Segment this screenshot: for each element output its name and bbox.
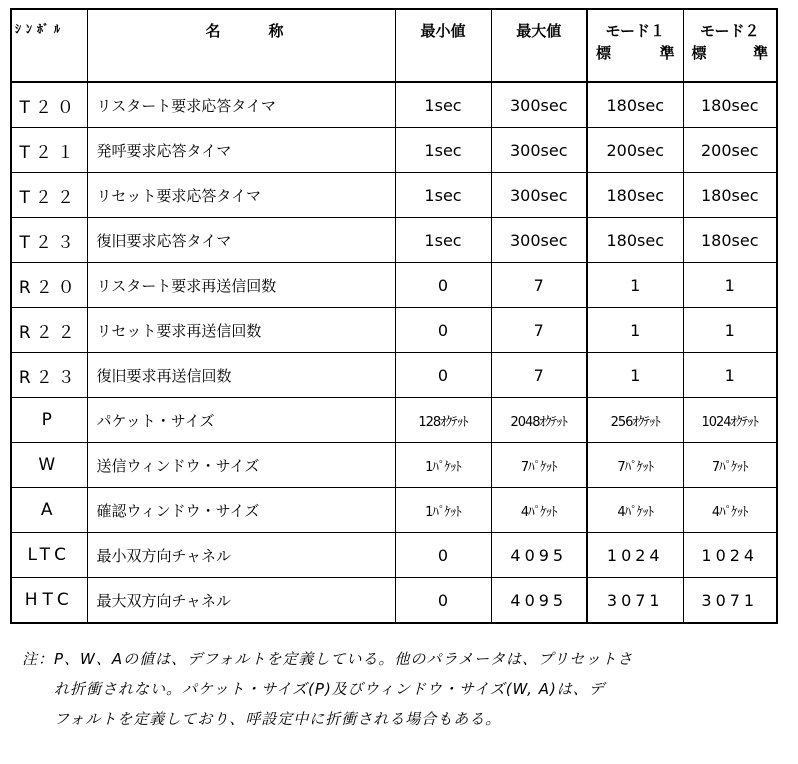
table-row <box>11 578 777 624</box>
header-symbol: ｼﾝﾎﾞﾙ <box>11 9 87 82</box>
table-row <box>11 263 777 308</box>
row-symbol: R２０ <box>11 263 87 308</box>
row-mode2: 1 <box>683 263 777 308</box>
row-name: リスタート要求再送信回数 <box>87 263 395 308</box>
row-max: 4095 <box>491 578 587 624</box>
row-mode1: 180sec <box>587 173 683 218</box>
row-min: 1sec <box>395 128 491 173</box>
row-name: 最大双方向チャネル <box>87 578 395 624</box>
row-name: リセット要求再送信回数 <box>87 308 395 353</box>
row-max: 300sec <box>491 218 587 263</box>
row-mode1: 1 <box>587 308 683 353</box>
row-symbol: T２０ <box>11 82 87 128</box>
row-mode2: 1 <box>683 308 777 353</box>
header-mode2-std <box>684 42 777 64</box>
table-row <box>11 398 777 443</box>
table-row <box>11 82 777 128</box>
row-max: 4ﾊﾟｹｯﾄ <box>491 488 587 533</box>
row-mode1: 1024 <box>587 533 683 578</box>
row-mode1: 256ｵｸﾃｯﾄ <box>587 398 683 443</box>
row-name: 確認ウィンドウ・サイズ <box>87 488 395 533</box>
row-mode2: 7ﾊﾟｹｯﾄ <box>683 443 777 488</box>
table-row <box>11 173 777 218</box>
table-row <box>11 128 777 173</box>
row-mode2: 4ﾊﾟｹｯﾄ <box>683 488 777 533</box>
row-mode2: 180sec <box>683 82 777 128</box>
row-name: 発呼要求応答タイマ <box>87 128 395 173</box>
header-name-part2: 称 <box>268 22 286 40</box>
row-max: 7 <box>491 308 587 353</box>
row-min: 1ﾊﾟｹｯﾄ <box>395 443 491 488</box>
header-mode2-std-part1: 標 <box>691 44 707 62</box>
row-symbol: W <box>11 443 87 488</box>
row-mode2: 1024ｵｸﾃｯﾄ <box>683 398 777 443</box>
row-mode1: 1 <box>587 353 683 398</box>
row-symbol: HTC <box>11 578 87 624</box>
header-mode1-label: モード１ <box>605 22 665 40</box>
parameter-table <box>10 8 778 624</box>
row-min: 0 <box>395 308 491 353</box>
header-name-part1: 名 <box>205 22 223 40</box>
row-mode1: 200sec <box>587 128 683 173</box>
row-symbol: LTC <box>11 533 87 578</box>
header-mode1-std-part1: 標 <box>596 44 612 62</box>
header-max: 最大値 <box>491 9 587 82</box>
row-min: 1ﾊﾟｹｯﾄ <box>395 488 491 533</box>
table-row <box>11 443 777 488</box>
row-symbol: R２３ <box>11 353 87 398</box>
row-min: 0 <box>395 263 491 308</box>
header-mode2 <box>683 9 777 82</box>
row-min: 1sec <box>395 82 491 128</box>
row-name: パケット・サイズ <box>87 398 395 443</box>
table-row <box>11 488 777 533</box>
row-mode2: 180sec <box>683 218 777 263</box>
table-row <box>11 308 777 353</box>
header-mode1 <box>587 9 683 82</box>
table-row <box>11 533 777 578</box>
footnote-line1: 注：P、W、Aの値は、デフォルトを定義している。他のパラメータは、プリセットさ <box>22 650 634 668</box>
header-mode2-std-part2: 準 <box>752 44 768 62</box>
footnote-line3: フォルトを定義しており、呼設定中に折衝される場合もある。 <box>54 710 502 728</box>
row-mode1: 4ﾊﾟｹｯﾄ <box>587 488 683 533</box>
row-max: 7ﾊﾟｹｯﾄ <box>491 443 587 488</box>
row-mode1: 3071 <box>587 578 683 624</box>
row-min: 1sec <box>395 173 491 218</box>
row-min: 0 <box>395 353 491 398</box>
table-row <box>11 353 777 398</box>
footnote <box>22 644 792 734</box>
row-mode1: 1 <box>587 263 683 308</box>
row-max: 7 <box>491 263 587 308</box>
header-row <box>11 9 777 82</box>
row-mode2: 3071 <box>683 578 777 624</box>
row-symbol: T２１ <box>11 128 87 173</box>
row-max: 300sec <box>491 128 587 173</box>
row-symbol: R２２ <box>11 308 87 353</box>
row-symbol: A <box>11 488 87 533</box>
header-mode1-std <box>588 42 683 64</box>
row-mode1: 180sec <box>587 218 683 263</box>
row-max: 2048ｵｸﾃｯﾄ <box>491 398 587 443</box>
row-min: 1sec <box>395 218 491 263</box>
row-symbol: T２３ <box>11 218 87 263</box>
header-mode1-std-part2: 準 <box>659 44 675 62</box>
row-min: 0 <box>395 533 491 578</box>
row-mode2: 1024 <box>683 533 777 578</box>
row-name: 復旧要求応答タイマ <box>87 218 395 263</box>
header-mode2-label: モード２ <box>700 22 760 40</box>
header-min: 最小値 <box>395 9 491 82</box>
row-max: 300sec <box>491 173 587 218</box>
row-name: リスタート要求応答タイマ <box>87 82 395 128</box>
row-symbol: P <box>11 398 87 443</box>
row-name: 送信ウィンドウ・サイズ <box>87 443 395 488</box>
row-mode1: 180sec <box>587 82 683 128</box>
row-mode2: 1 <box>683 353 777 398</box>
footnote-line2: れ折衝されない。パケット・サイズ(P)及びウィンドウ・サイズ(W, A)は、デ <box>54 680 605 698</box>
row-min: 128ｵｸﾃｯﾄ <box>395 398 491 443</box>
header-name <box>87 9 395 82</box>
row-name: リセット要求応答タイマ <box>87 173 395 218</box>
row-mode2: 180sec <box>683 173 777 218</box>
row-symbol: T２２ <box>11 173 87 218</box>
row-max: 4095 <box>491 533 587 578</box>
table-row <box>11 218 777 263</box>
row-mode1: 7ﾊﾟｹｯﾄ <box>587 443 683 488</box>
row-mode2: 200sec <box>683 128 777 173</box>
row-max: 300sec <box>491 82 587 128</box>
row-name: 復旧要求再送信回数 <box>87 353 395 398</box>
row-name: 最小双方向チャネル <box>87 533 395 578</box>
row-max: 7 <box>491 353 587 398</box>
row-min: 0 <box>395 578 491 624</box>
